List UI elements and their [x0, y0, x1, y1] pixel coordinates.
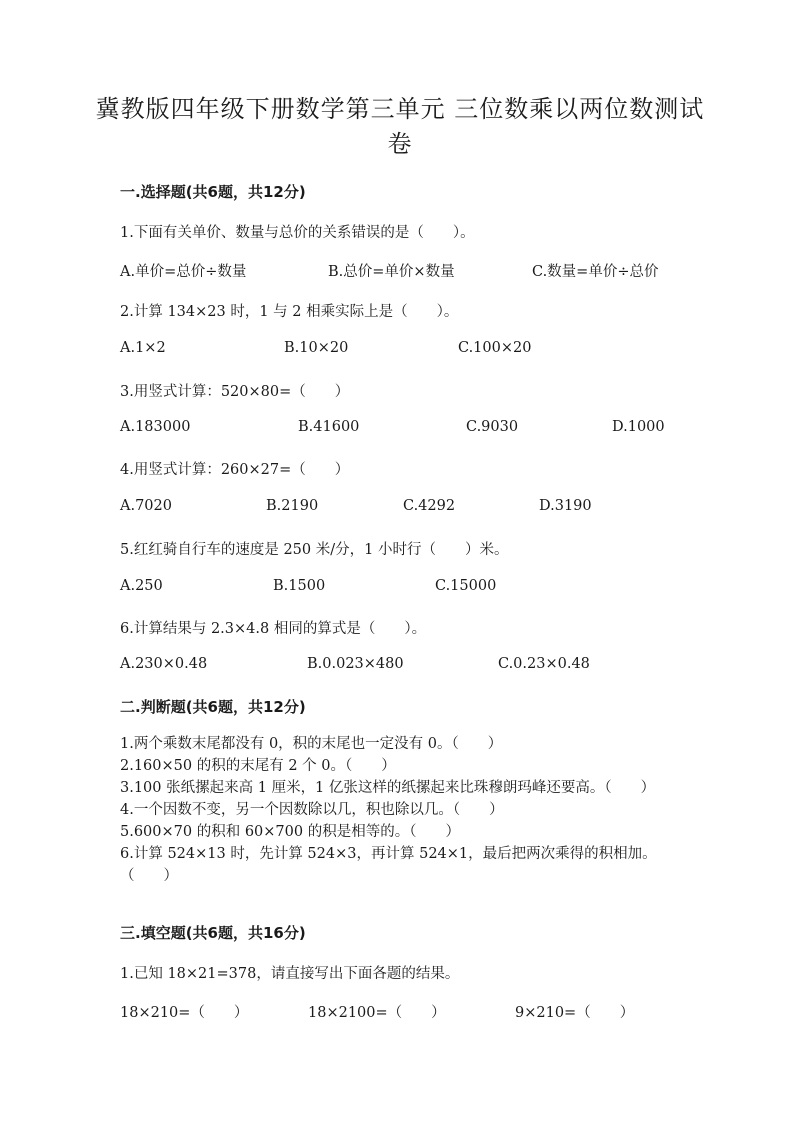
question-text: 5.红红骑自行车的速度是 250 米/分，1 小时行（ ）米。 [120, 542, 509, 558]
list-item: 6.计算 524×13 时，先计算 524×3，再计算 524×1，最后把两次乘得的积相加。（ ） [120, 846, 657, 884]
option-c: C.数量=单价÷总价 [532, 264, 659, 280]
list-item: 3.100 张纸摞起来高 1 厘米，1 亿张这样的纸摞起来比珠穆朗玛峰还要高。（ ） [120, 780, 656, 796]
list-item: 1.两个乘数末尾都没有 0，积的末尾也一定没有 0。（ ） [120, 736, 503, 752]
section-heading-choice: 一.选择题(共6题，共12分) [120, 183, 306, 201]
option-c: C.100×20 [458, 340, 532, 356]
page-title: 冀教版四年级下册数学第三单元 三位数乘以两位数测试卷 [95, 95, 705, 158]
list-item: 2.160×50 的积的末尾有 2 个 0。（ ） [120, 758, 396, 774]
option-b: B.2190 [266, 498, 319, 514]
option-a: A.250 [120, 578, 163, 594]
option-c: C.9030 [466, 419, 519, 435]
judge-list [120, 733, 680, 887]
question-text: 2.计算 134×23 时，1 与 2 相乘实际上是（ ）。 [120, 304, 459, 320]
option-c: C.4292 [403, 498, 456, 514]
option-a: A.183000 [120, 419, 191, 435]
question-text: 1.下面有关单价、数量与总价的关系错误的是（ ）。 [120, 225, 475, 241]
question-text: 6.计算结果与 2.3×4.8 相同的算式是（ ）。 [120, 621, 427, 637]
option-d: D.3190 [539, 498, 592, 514]
question-text: 1.已知 18×21=378，请直接写出下面各题的结果。 [120, 966, 460, 982]
section-heading-judge: 二.判断题(共6题，共12分) [120, 698, 306, 716]
fill-item: 9×210=（ ） [515, 1005, 635, 1021]
question-text: 3.用竖式计算：520×80=（ ） [120, 384, 350, 400]
option-b: B.1500 [273, 578, 326, 594]
option-b: B.总价=单价×数量 [328, 264, 455, 280]
option-c: C.0.23×0.48 [498, 656, 590, 672]
option-b: B.0.023×480 [307, 656, 404, 672]
option-b: B.10×20 [284, 340, 349, 356]
option-a: A.单价=总价÷数量 [120, 264, 247, 280]
list-item: 4.一个因数不变，另一个因数除以几，积也除以几。（ ） [120, 802, 504, 818]
fill-item: 18×210=（ ） [120, 1005, 249, 1021]
option-a: A.7020 [120, 498, 172, 514]
option-b: B.41600 [298, 419, 360, 435]
option-a: A.230×0.48 [120, 656, 208, 672]
fill-item: 18×2100=（ ） [308, 1005, 446, 1021]
question-text: 4.用竖式计算：260×27=（ ） [120, 462, 350, 478]
list-item: 5.600×70 的积和 60×700 的积是相等的。（ ） [120, 824, 460, 840]
option-d: D.1000 [612, 419, 665, 435]
section-heading-fill: 三.填空题(共6题，共16分) [120, 924, 306, 942]
option-c: C.15000 [435, 578, 497, 594]
option-a: A.1×2 [120, 340, 166, 356]
